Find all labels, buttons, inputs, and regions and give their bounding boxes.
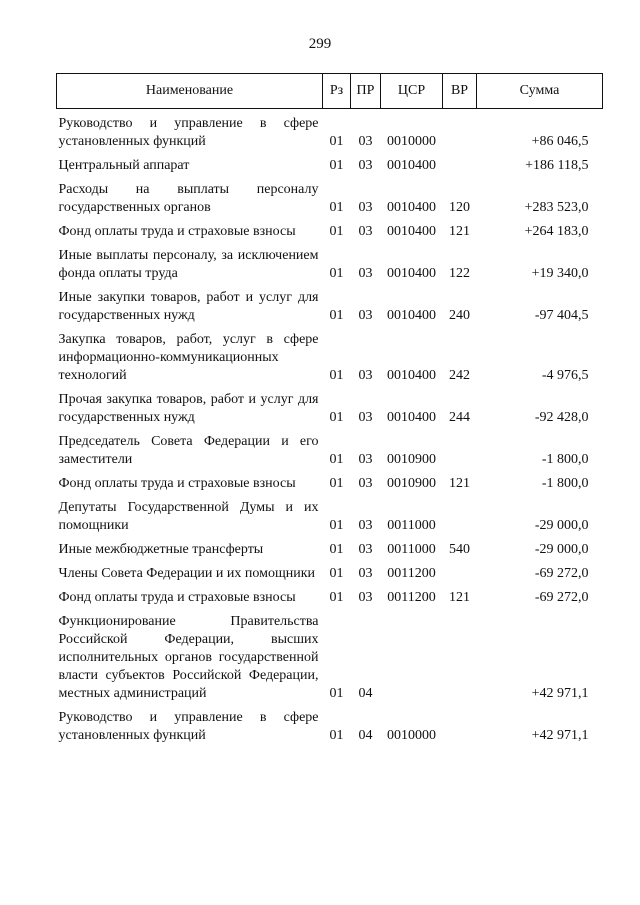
header-vr: ВР: [443, 74, 477, 109]
cell-pr: 03: [358, 542, 373, 557]
cell-csr: 0011200: [387, 566, 436, 581]
cell-csr: 0010900: [387, 476, 436, 491]
cell-rz: 01: [329, 686, 344, 701]
cell-csr: 0010900: [387, 452, 436, 467]
table-row: [57, 493, 603, 535]
cell-rz: 01: [329, 566, 344, 581]
cell-pr: 04: [358, 686, 373, 701]
cell-csr: 0010400: [387, 158, 436, 173]
cell-sum: -69 272,0: [534, 590, 589, 605]
cell-csr: 0010400: [387, 410, 436, 425]
cell-rz: 01: [329, 728, 344, 743]
cell-vr: [443, 607, 477, 703]
cell-vr: 242: [449, 368, 470, 383]
cell-sum: -1 800,0: [541, 476, 589, 491]
cell-vr: 244: [449, 410, 470, 425]
cell-csr: 0010400: [387, 224, 436, 239]
table-row: [57, 469, 603, 493]
cell-sum: +283 523,0: [524, 200, 589, 215]
cell-vr: [443, 109, 477, 152]
cell-csr: 0010400: [387, 368, 436, 383]
cell-vr: [443, 427, 477, 469]
cell-name: Центральный аппарат: [58, 158, 190, 173]
cell-pr: 03: [358, 410, 373, 425]
cell-vr: 121: [449, 590, 470, 605]
cell-sum: +42 971,1: [531, 728, 589, 743]
cell-csr: 0010400: [387, 200, 436, 215]
cell-csr: 0011000: [387, 518, 436, 533]
cell-rz: 01: [329, 368, 344, 383]
cell-sum: +42 971,1: [531, 686, 589, 701]
cell-name: Члены Совета Федерации и их помощники: [58, 566, 316, 581]
header-sum: Сумма: [477, 74, 603, 109]
cell-pr: 03: [358, 452, 373, 467]
cell-pr: 03: [358, 224, 373, 239]
cell-name: Расходы на выплаты персоналу государственных органов: [58, 182, 319, 215]
table-row: [57, 703, 603, 745]
cell-vr: 540: [449, 542, 470, 557]
cell-pr: 03: [358, 266, 373, 281]
cell-rz: 01: [329, 200, 344, 215]
cell-rz: 01: [329, 476, 344, 491]
cell-pr: 03: [358, 476, 373, 491]
table-row: [57, 175, 603, 217]
cell-pr: 03: [358, 518, 373, 533]
cell-sum: -69 272,0: [534, 566, 589, 581]
cell-pr: 03: [358, 566, 373, 581]
cell-rz: 01: [329, 410, 344, 425]
cell-name: Руководство и управление в сфере установленных функций: [58, 710, 319, 743]
cell-sum: -1 800,0: [541, 452, 589, 467]
cell-vr: 121: [449, 476, 470, 491]
cell-sum: -4 976,5: [541, 368, 589, 383]
cell-pr: 03: [358, 200, 373, 215]
table-row: [57, 283, 603, 325]
cell-csr: 0011000: [387, 542, 436, 557]
header-name: Наименование: [57, 74, 323, 109]
cell-vr: 122: [449, 266, 470, 281]
cell-vr: 121: [449, 224, 470, 239]
cell-sum: +186 118,5: [525, 158, 589, 173]
cell-sum: +264 183,0: [524, 224, 589, 239]
cell-sum: -29 000,0: [534, 542, 589, 557]
table-row: [57, 583, 603, 607]
cell-name: Прочая закупка товаров, работ и услуг для государственных нужд: [58, 392, 319, 425]
cell-rz: 01: [329, 452, 344, 467]
header-rz: Рз: [323, 74, 351, 109]
cell-name: Фонд оплаты труда и страховые взносы: [58, 224, 296, 239]
cell-csr: 0010400: [387, 308, 436, 323]
table-body: [57, 109, 603, 746]
cell-name: Фонд оплаты труда и страховые взносы: [58, 476, 296, 491]
cell-name: Иные закупки товаров, работ и услуг для государственных нужд: [58, 290, 319, 323]
cell-name: Руководство и управление в сфере установленных функций: [58, 116, 319, 149]
table-row: [57, 559, 603, 583]
budget-table: [56, 73, 603, 745]
table-row: [57, 217, 603, 241]
cell-vr: [443, 151, 477, 175]
table-row: [57, 427, 603, 469]
cell-pr: 03: [358, 590, 373, 605]
cell-rz: 01: [329, 134, 344, 149]
cell-pr: 04: [358, 728, 373, 743]
cell-name: Иные межбюджетные трансферты: [58, 542, 264, 557]
cell-rz: 01: [329, 266, 344, 281]
table-header: [57, 74, 603, 109]
cell-sum: -29 000,0: [534, 518, 589, 533]
cell-rz: 01: [329, 158, 344, 173]
table-row: [57, 607, 603, 703]
cell-vr: [443, 493, 477, 535]
cell-name: Функционирование Правительства Российской Федерации, высших исполнительных органов государственной власти субъектов Российской Федерации, местных администраций: [58, 614, 319, 701]
cell-pr: 03: [358, 158, 373, 173]
cell-name: Депутаты Государственной Думы и их помощники: [58, 500, 319, 533]
table-row: [57, 385, 603, 427]
cell-sum: +19 340,0: [531, 266, 589, 281]
table-row: [57, 535, 603, 559]
cell-name: Председатель Совета Федерации и его заместители: [58, 434, 319, 467]
header-csr: ЦСР: [381, 74, 443, 109]
cell-vr: [443, 559, 477, 583]
cell-rz: 01: [329, 542, 344, 557]
cell-vr: 240: [449, 308, 470, 323]
cell-rz: 01: [329, 590, 344, 605]
cell-sum: +86 046,5: [531, 134, 589, 149]
table-row: [57, 109, 603, 152]
cell-name: Закупка товаров, работ, услуг в сфере информационно-коммуникационных технологий: [58, 332, 319, 383]
cell-rz: 01: [329, 308, 344, 323]
cell-name: Иные выплаты персоналу, за исключением фонда оплаты труда: [58, 248, 319, 281]
cell-vr: [443, 703, 477, 745]
cell-csr: [381, 607, 443, 703]
cell-rz: 01: [329, 518, 344, 533]
header-pr: ПР: [351, 74, 381, 109]
cell-name: Фонд оплаты труда и страховые взносы: [58, 590, 296, 605]
cell-sum: -92 428,0: [534, 410, 589, 425]
cell-csr: 0010000: [387, 134, 436, 149]
cell-pr: 03: [358, 134, 373, 149]
cell-sum: -97 404,5: [534, 308, 589, 323]
cell-pr: 03: [358, 308, 373, 323]
table-row: [57, 151, 603, 175]
cell-csr: 0010400: [387, 266, 436, 281]
cell-csr: 0010000: [387, 728, 436, 743]
cell-pr: 03: [358, 368, 373, 383]
cell-rz: 01: [329, 224, 344, 239]
page-number: 299: [308, 36, 332, 52]
table-row: [57, 325, 603, 385]
cell-csr: 0011200: [387, 590, 436, 605]
cell-vr: 120: [449, 200, 470, 215]
table-row: [57, 241, 603, 283]
